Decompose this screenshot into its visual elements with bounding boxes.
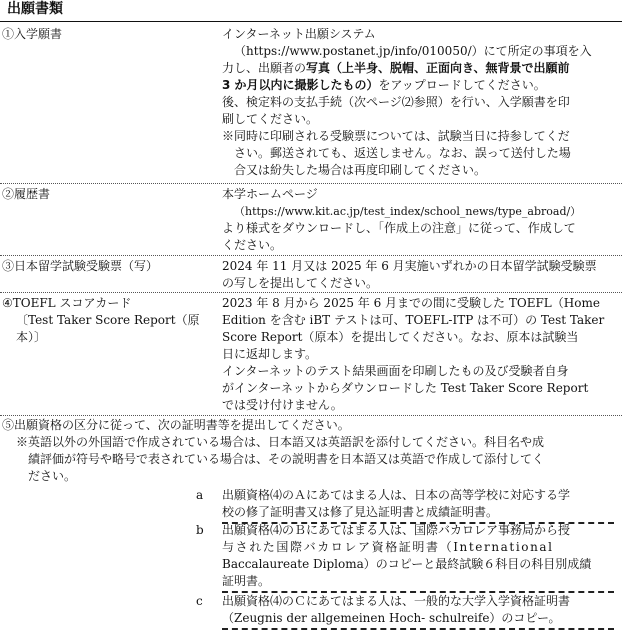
row-content xyxy=(222,26,614,179)
note-line: ださい。 xyxy=(28,469,77,483)
text-line: 出願資格⑷のＣにあてはまる人は、一般的な大学入学資格証明書 xyxy=(222,594,571,608)
item-text xyxy=(222,593,614,630)
text-line: 3 か月以内に撮影したもの）をアップロードしてください。 xyxy=(222,78,546,92)
row-resume xyxy=(0,186,622,256)
item-text xyxy=(222,487,614,524)
section-heading: 出願書類 xyxy=(7,1,63,17)
row-content xyxy=(222,295,614,414)
text-line: 与された国際バカロレア資格証明書（International xyxy=(222,540,554,554)
section-lead: ⑤出願資格の区分に従って、次の証明書等を提出してください。 xyxy=(2,418,350,432)
text-line: ください。 xyxy=(222,238,283,252)
row-label: ①入学願書 xyxy=(2,27,63,41)
text-line: 2024 年 11 月又は 2025 年 6 月実施いずれかの日本留学試験受験票 xyxy=(222,259,597,273)
item-letter: c xyxy=(196,594,203,608)
note-line: 績評価が符号や略号で表されている場合は、その説明書を日本語又は英語で作成して添付してく xyxy=(28,452,545,466)
item-text xyxy=(222,522,614,593)
text-line: Score Report（原本）を提出してください。なお、原本は試験当 xyxy=(222,330,579,344)
note-line: ※同時に印刷される受験票については、試験当日に持参してくだ xyxy=(222,129,570,143)
text-line: （Zeugnis der allgemeinen Hoch- schulreife）のコピー。 xyxy=(222,611,561,625)
text-line: 2023 年 8 月から 2025 年 6 月までの間に受験した TOEFL（Home xyxy=(222,296,600,310)
text-line: インターネット出願システム xyxy=(222,27,376,41)
text-line: 後、検定料の支払手続（次ページ⑵参照）を行い、入学願書を印 xyxy=(222,95,570,109)
text-line: では受け付けません。 xyxy=(222,398,343,412)
label-sub: 本）〕 xyxy=(16,330,47,344)
label-main: ④TOEFL スコアカード xyxy=(2,296,132,310)
note-line: 合又は紛失した場合は再度印刷してください。 xyxy=(234,163,487,177)
item-letter: b xyxy=(196,523,204,537)
photo-requirement: 3 か月以内に撮影したもの） xyxy=(222,78,379,92)
item-letter: a xyxy=(196,488,204,502)
section-body xyxy=(2,417,614,485)
text-line: より様式をダウンロードし、「作成上の注意」に従って、作成して xyxy=(222,221,576,235)
label-sub: 〔Test Taker Score Report（原 xyxy=(16,313,200,327)
text-line: 校の修了証明書又は修了見込証明書と成績証明書。 xyxy=(222,505,499,519)
note-line: ※英語以外の外国語で作成されている場合は、日本語又は英語訳を添付してください。科目名や成 xyxy=(16,435,545,449)
text-line: 出願資格⑷のＡにあてはまる人は、日本の高等学校に対応する学 xyxy=(222,488,571,502)
heading-rule xyxy=(0,21,622,22)
text-line: 日に返却します。 xyxy=(222,347,318,361)
text-line: 証明書。 xyxy=(222,574,271,588)
text-line: 刷してください。 xyxy=(222,112,319,126)
row-toefl xyxy=(0,295,622,416)
row-label: ②履歴書 xyxy=(2,187,51,201)
row-content xyxy=(222,186,614,254)
text-line: 力し、出願者の写真（上半身、脱帽、正面向き、無背景で出願前 xyxy=(222,61,570,75)
note-line: さい。郵送されても、返送しません。なお、誤って送付した場 xyxy=(234,146,571,160)
text-line: Baccalaureate Diploma）のコピーと最終試験６科目の科目別成績 xyxy=(222,557,592,571)
section-certificates xyxy=(0,417,622,487)
photo-requirement: 写真（上半身、脱帽、正面向き、無背景で出願前 xyxy=(306,61,570,75)
text-line: がインターネットからダウンロードした Test Taker Score Report xyxy=(222,381,589,395)
text-line: 出願資格⑷のＢにあてはまる人は、国際バカロレア事務局から授 xyxy=(222,523,571,537)
row-label: ③日本留学試験受験票（写） xyxy=(2,259,159,273)
text-line: 本学ホームページ xyxy=(222,187,318,201)
row-application-form xyxy=(0,26,622,184)
text-line: インターネットのテスト結果画面を印刷したもの及び受験者自身 xyxy=(222,364,569,378)
row-eju-ticket xyxy=(0,258,622,293)
text-line: Edition を含む iBT テストは可、TOEFL-ITP は不可）の Test Taker xyxy=(222,313,605,327)
url-line: （https://www.postanet.jp/info/010050/）にて所定の事項を入 xyxy=(234,44,592,58)
row-label xyxy=(2,295,214,346)
row-content xyxy=(222,258,614,292)
url-line: （https://www.kit.ac.jp/test_index/school_news/type_abroad/） xyxy=(234,205,582,218)
text-line: の写しを提出してください。 xyxy=(222,276,379,290)
